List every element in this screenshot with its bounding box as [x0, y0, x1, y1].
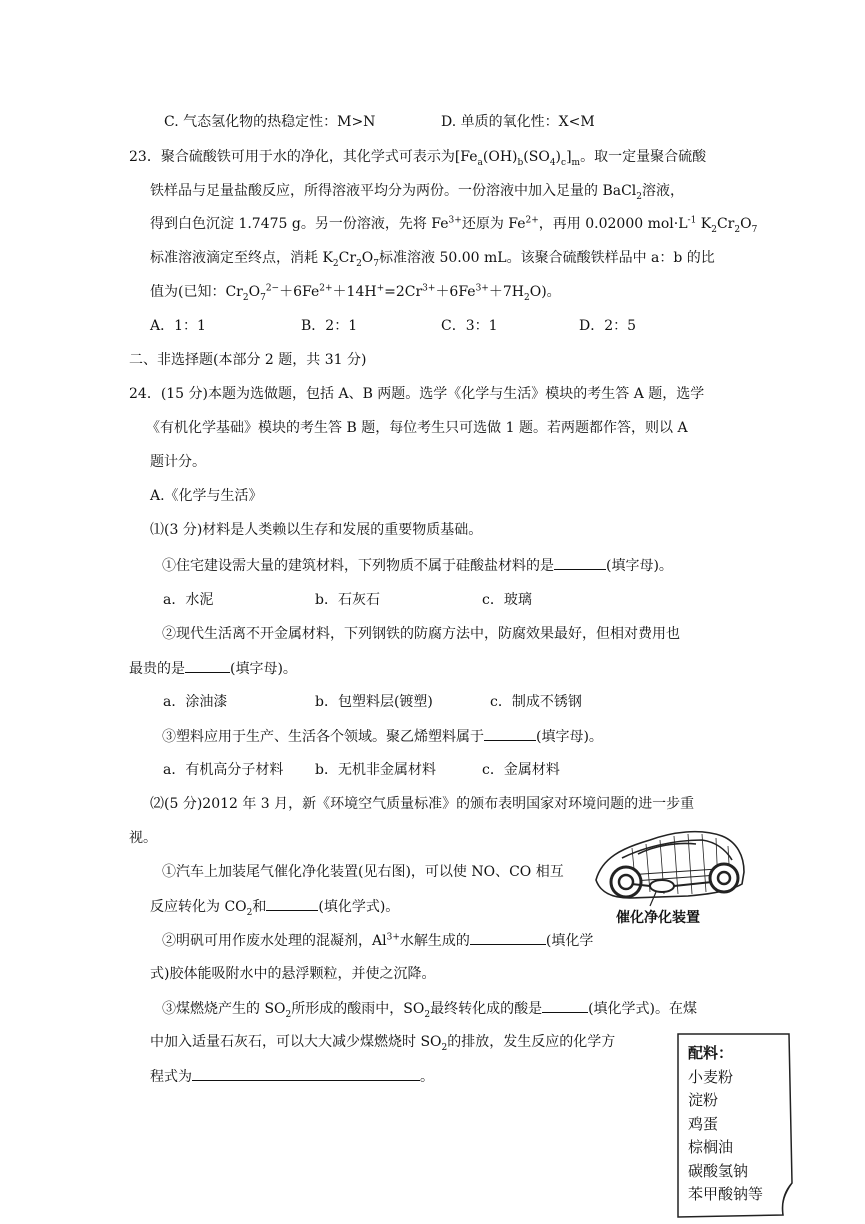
- figure-caption: 催化净化装置: [616, 910, 700, 926]
- q23-line-5: 值为(已知：$Cr_2O_7^{2-}+6Fe^{2+}+14H^+=2Cr^{3+}+6Fe^{3+}+7H_2O$)。: [150, 283, 561, 303]
- ingredient-item: 淀粉: [688, 1091, 719, 1109]
- q24-1-2-option-b: b．包塑料层(镀塑): [315, 694, 433, 710]
- q24-line-1: 24．(15 分)本题为选做题，包括 A、B 两题。选学《化学与生活》模块的考生答 A 题，选学: [129, 386, 705, 402]
- q24-2-3-cont: 中加入适量石灰石，可以大大减少煤燃烧时 $SO_2$的排放，发生反应的化学方: [150, 1034, 616, 1053]
- q24-1-2-cont: 最贵的是 (填字母)。: [129, 658, 297, 679]
- ingredient-item: 鸡蛋: [688, 1114, 719, 1133]
- q24-2-3-cont2: 程式为 。: [150, 1066, 434, 1087]
- q24-1-2-option-a: a．涂油漆: [163, 694, 228, 710]
- q22-option-d: D. 单质的氧化性：X<M: [441, 114, 595, 130]
- section-heading: 二、非选择题(本部分 2 题，共 31 分): [129, 352, 367, 368]
- ingredient-item: 苯甲酸钠等: [688, 1185, 764, 1203]
- answer-blank[interactable]: [554, 555, 606, 570]
- q24-2-2-cont: 式)胶体能吸附水中的悬浮颗粒，并使之沉降。: [150, 966, 436, 982]
- q24-2-2: ②明矾可用作废水处理的混凝剂，$Al^{3+}$水解生成的 (填化学: [162, 930, 593, 951]
- answer-blank[interactable]: [192, 1066, 420, 1081]
- q24-1-1-option-a: a．水泥: [163, 592, 214, 608]
- q24-2-1-cont: 反应转化为 $CO_2$和 (填化学式)。: [150, 896, 399, 917]
- q23-option-b: B．2：1: [301, 318, 358, 334]
- ingredient-item: 小麦粉: [688, 1067, 734, 1086]
- q24-1-3-option-c: c．金属材料: [482, 762, 560, 778]
- ingredient-item: 棕榈油: [688, 1138, 734, 1156]
- q24-1-1-option-b: b．石灰石: [315, 592, 380, 608]
- q23-option-c: C．3：1: [441, 318, 498, 334]
- catalytic-converter-figure: [592, 818, 752, 930]
- q24-1-1: ①住宅建设需大量的建筑材料，下列物质不属于硅酸盐材料的是 (填字母)。: [162, 555, 673, 576]
- q24-part-2-cont: 视。: [129, 830, 157, 846]
- q23-option-d: D．2：5: [579, 318, 637, 334]
- q24-2-3: ③煤燃烧产生的 $SO_2$所形成的酸雨中，$SO_2$最终转化成的酸是 (填化学式)。在煤: [162, 998, 697, 1019]
- answer-blank[interactable]: [542, 998, 588, 1013]
- answer-blank[interactable]: [484, 726, 536, 741]
- q24-2-1: ①汽车上加装尾气催化净化装置(见右图)，可以使 NO、CO 相互: [162, 864, 564, 880]
- q24-part-1: ⑴(3 分)材料是人类赖以生存和发展的重要物质基础。: [150, 522, 483, 538]
- q23-line-3: 得到白色沉淀 1.7475 g。另一份溶液，先将 $Fe^{3+}$还原为 $Fe^{2+}$，再用 0.02000 $mol\cdot L^{-1}$ $K_2Cr_2O_7$: [150, 215, 758, 235]
- q23-line-4: 标准溶液滴定至终点，消耗 $K_2Cr_2O_7$标准溶液 50.00 mL。该聚合硫酸铁样品中 a：b 的比: [150, 250, 715, 269]
- q23-line-1: 23．聚合硫酸铁可用于水的净化，其化学式可表示为$[Fe_a(OH)_b(SO_4)_c]_m$。取一定量聚合硫酸: [129, 149, 707, 168]
- answer-blank[interactable]: [470, 930, 546, 945]
- answer-blank[interactable]: [185, 658, 230, 673]
- q24-a-title: A.《化学与生活》: [150, 488, 263, 504]
- q23-option-a: A．1：1: [150, 318, 206, 334]
- q24-1-2-option-c: c．制成不锈钢: [490, 694, 582, 710]
- q24-1-2: ②现代生活离不开金属材料，下列钢铁的防腐方法中，防腐效果最好，但相对费用也: [162, 626, 680, 642]
- q23-line-2: 铁样品与足量盐酸反应，所得溶液平均分为两份。一份溶液中加入足量的 BaCl$_2$溶液，: [150, 183, 685, 202]
- ingredients-list: [688, 1042, 763, 1207]
- q24-1-1-option-c: c．玻璃: [482, 592, 532, 608]
- ingredients-title: 配料：: [688, 1044, 734, 1062]
- q24-part-2: ⑵(5 分)2012 年 3 月，新《环境空气质量标准》的颁布表明国家对环境问题的进一步重: [150, 796, 695, 812]
- car-sketch-icon: [592, 818, 752, 930]
- ingredient-item: 碳酸氢钠: [688, 1161, 749, 1180]
- answer-blank[interactable]: [266, 896, 318, 911]
- q24-1-3-option-a: a．有机高分子材料: [163, 762, 284, 778]
- q24-1-3-option-b: b．无机非金属材料: [315, 762, 436, 778]
- q22-option-c: C. 气态氢化物的热稳定性：M>N: [164, 114, 376, 130]
- q24-1-3: ③塑料应用于生产、生活各个领域。聚乙烯塑料属于 (填字母)。: [162, 726, 603, 747]
- q24-line-3: 题计分。: [150, 454, 206, 470]
- q24-line-2: 《有机化学基础》模块的考生答 B 题，每位考生只可选做 1 题。若两题都作答，则以 A: [146, 420, 688, 436]
